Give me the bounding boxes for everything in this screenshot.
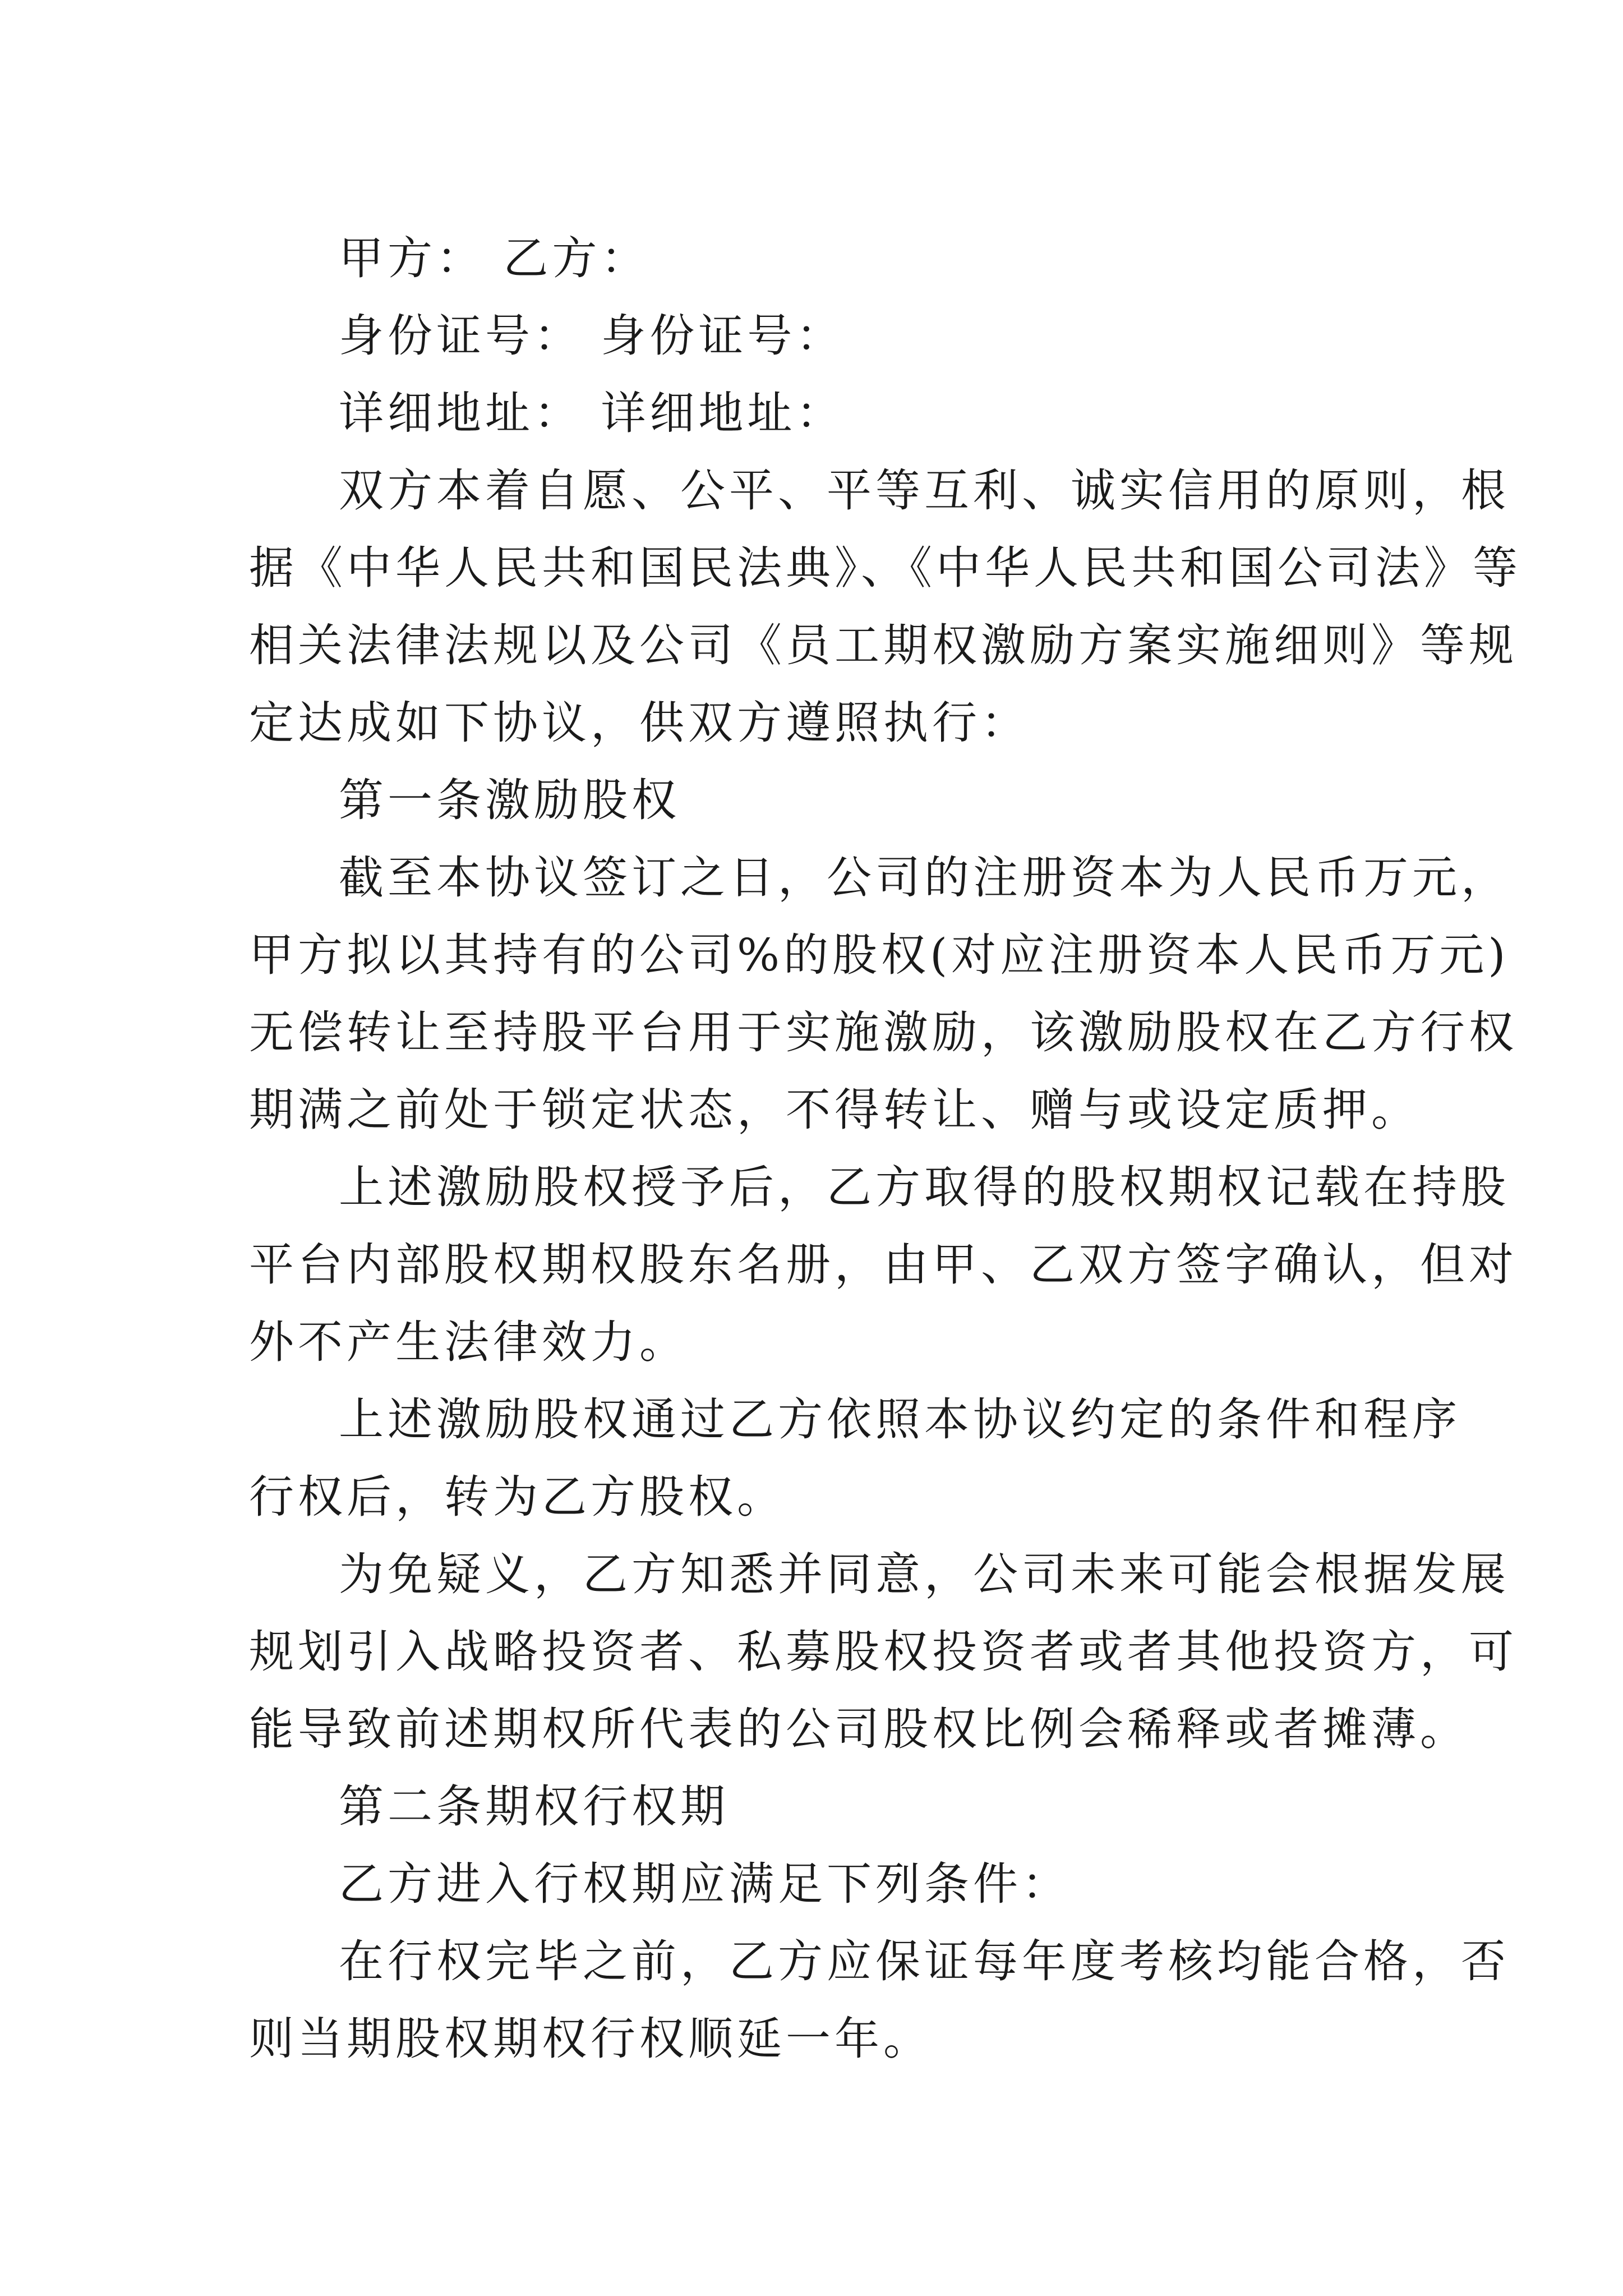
article-1-para-4-line-2: 规划引入战略投资者、私募股权投资者或者其他投资方，可 bbox=[249, 1626, 1518, 1678]
preamble-line-2: 据《中华人民共和国民法典》、《中华人民共和国公司法》等 bbox=[249, 542, 1521, 594]
document-body bbox=[249, 220, 1521, 2078]
article-2-para-2-line-1: 在行权完毕之前，乙方应保证每年度考核均能合格，否 bbox=[339, 1935, 1510, 1987]
article-1-para-1-line-2: 甲方拟以其持有的公司%的股权(对应注册资本人民币万元) bbox=[249, 929, 1510, 981]
article-1-para-3-line-2: 行权后，转为乙方股权。 bbox=[249, 1471, 786, 1523]
article-2-heading: 第二条期权行权期 bbox=[339, 1780, 729, 1833]
address-line: 详细地址： 详细地址： bbox=[339, 387, 845, 439]
article-1-para-4-line-1: 为免疑义，乙方知悉并同意，公司未来可能会根据发展 bbox=[339, 1548, 1510, 1600]
article-1-para-1-line-4: 期满之前处于锁定状态，不得转让、赠与或设定质押。 bbox=[249, 1084, 1420, 1136]
article-1-para-2-line-2: 平台内部股权期权股东名册，由甲、乙双方签字确认，但对 bbox=[249, 1239, 1518, 1291]
article-1-para-2-line-1: 上述激励股权授予后，乙方取得的股权期权记载在持股 bbox=[339, 1161, 1510, 1213]
preamble-line-3: 相关法律法规以及公司《员工期权激励方案实施细则》等规 bbox=[249, 619, 1518, 671]
article-1-heading: 第一条激励股权 bbox=[339, 774, 680, 826]
article-1-para-1-line-3: 无偿转让至持股平台用于实施激励，该激励股权在乙方行权 bbox=[249, 1006, 1518, 1059]
preamble-line-4: 定达成如下协议，供双方遵照执行： bbox=[249, 697, 1030, 749]
preamble-line-1: 双方本着自愿、公平、平等互利、诚实信用的原则，根 bbox=[339, 464, 1510, 517]
id-number-line: 身份证号： 身份证号： bbox=[339, 310, 845, 362]
party-names-line: 甲方： 乙方： bbox=[339, 232, 650, 284]
article-1-para-3-line-1: 上述激励股权通过乙方依照本协议约定的条件和程序 bbox=[339, 1393, 1461, 1446]
article-2-para-1: 乙方进入行权期应满足下列条件： bbox=[339, 1858, 1071, 1910]
article-1-para-4-line-3: 能导致前述期权所代表的公司股权比例会稀释或者摊薄。 bbox=[249, 1703, 1469, 1755]
article-2-para-2-line-2: 则当期股权期权行权顺延一年。 bbox=[249, 2013, 932, 2065]
article-1-para-2-line-3: 外不产生法律效力。 bbox=[249, 1316, 688, 1368]
article-1-para-1-line-1: 截至本协议签订之日，公司的注册资本为人民币万元， bbox=[339, 852, 1510, 904]
